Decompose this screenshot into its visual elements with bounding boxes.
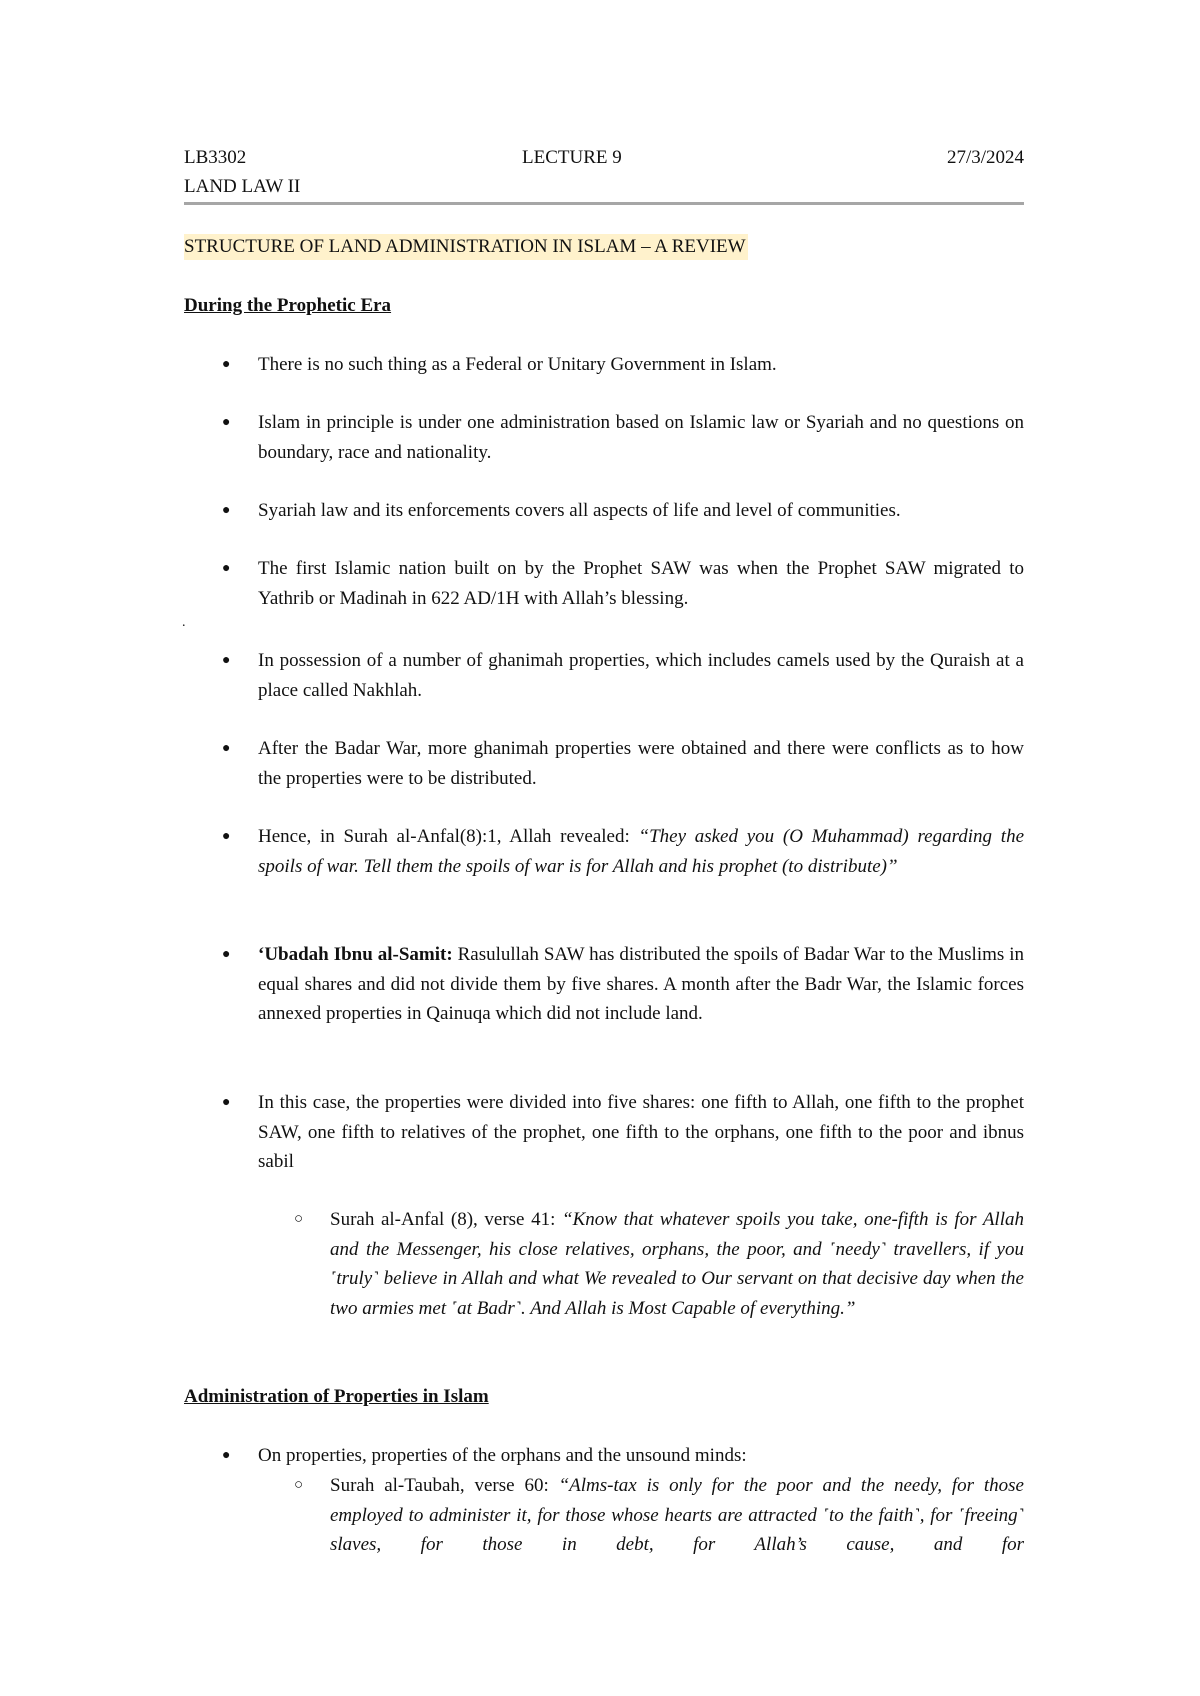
sub-list-item-text (330, 1205, 1024, 1323)
bullet-icon: ● (222, 1448, 231, 1463)
list-item-text: The first Islamic nation built on by the Prophet SAW was when the Prophet SAW migrated to Yathrib or Madinah in 622 AD/1H with Allah’s blessing. (258, 558, 1024, 609)
list-item-text: Syariah law and its enforcements covers all aspects of life and level of communities. (258, 500, 901, 521)
bullet-icon: ● (222, 357, 231, 372)
bullet-icon: ● (222, 653, 231, 668)
ubadah-name: ‘Ubadah Ibnu al-Samit: (258, 944, 453, 965)
circle-bullet-icon: ○ (294, 1211, 304, 1227)
course-name: LAND LAW II (184, 176, 301, 197)
list-item-text: In this case, the properties were divided into five shares: one fifth to Allah, one fifth to the prophet SAW, one fifth to relatives of the prophet, one fifth to the orphans, one fifth to the poor and ibnus sabil (258, 1092, 1024, 1172)
sub-list-item-text (330, 1471, 1024, 1560)
anfal-lead: Hence, in Surah al-Anfal(8):1, Allah revealed: (258, 826, 639, 847)
list-item-text: Islam in principle is under one administration based on Islamic law or Syariah and no questions on boundary, race and nationality. (258, 412, 1024, 463)
course-code: LB3302 (184, 147, 247, 168)
list-item-text: There is no such thing as a Federal or Unitary Government in Islam. (258, 354, 777, 375)
lecture-number: LECTURE 9 (522, 147, 622, 168)
document-page (184, 0, 1024, 1696)
stray-period: . (182, 615, 186, 630)
bullet-icon: ● (222, 415, 231, 430)
section-heading-prophetic-era: During the Prophetic Era (184, 295, 392, 316)
list-item-text: On properties, properties of the orphans and the unsound minds: (258, 1445, 747, 1466)
list-item-text: After the Badar War, more ghanimah properties were obtained and there were conflicts as to how the properties were to be distributed. (258, 738, 1024, 789)
bullet-icon: ● (222, 503, 231, 518)
header-divider (184, 202, 1024, 205)
list-item-text (258, 940, 1024, 1029)
verse41-lead: Surah al-Anfal (8), verse 41: (330, 1209, 563, 1230)
bullet-icon: ● (222, 829, 231, 844)
anfal-quote: “They asked you (O Muhammad) regarding the spoils of war. Tell them the spoils of war is for Allah and his prophet (to distribute)” (258, 826, 1024, 877)
verse41-quote: “Know that whatever spoils you take, one-fifth is for Allah and the Messenger, his close relatives, orphans, the poor, and ˹needy˺ travellers, if you ˹truly˺ believe in Allah and what We revealed to Our servant on that decisive day when the two armies met ˹at Badr˺. And Allah is Most Capable of everything.” (330, 1209, 1024, 1319)
bullet-icon: ● (222, 741, 231, 756)
document-title: STRUCTURE OF LAND ADMINISTRATION IN ISLAM – A REVIEW (184, 234, 748, 260)
bullet-icon: ● (222, 947, 231, 962)
verse60-quote: “Alms-tax is only for the poor and the needy, for those employed to administer it, for those whose hearts are attracted ˹to the faith˺, for ˹freeing˺ slaves, for those in debt, for Allah’s cause, and for (330, 1475, 1024, 1555)
ubadah-text: Rasulullah SAW has distributed the spoils of Badar War to the Muslims in equal shares and did not divide them by five shares. A month after the Badr War, the Islamic forces annexed properties in Qainuqa which did not include land. (258, 944, 1025, 1024)
bullet-icon: ● (222, 561, 231, 576)
lecture-date: 27/3/2024 (946, 147, 1024, 168)
section-heading-administration: Administration of Properties in Islam (184, 1386, 489, 1407)
list-item-text: In possession of a number of ghanimah properties, which includes camels used by the Quraish at a place called Nakhlah. (258, 650, 1024, 701)
bullet-icon: ● (222, 1095, 231, 1110)
circle-bullet-icon: ○ (294, 1477, 304, 1493)
verse60-lead: Surah al-Taubah, verse 60: (330, 1475, 559, 1496)
list-item-text (258, 822, 1024, 881)
